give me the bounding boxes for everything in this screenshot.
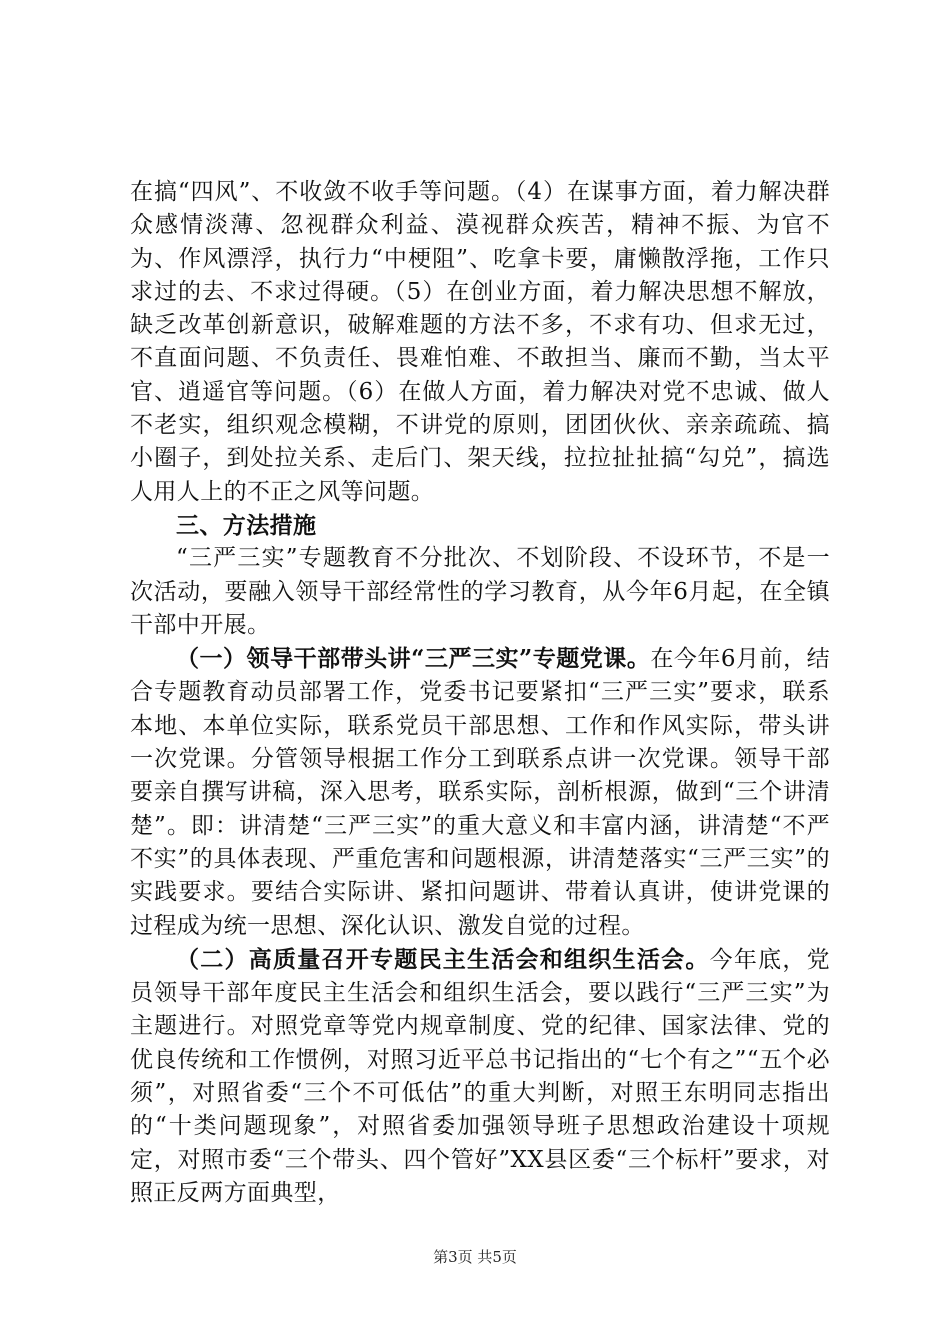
page-footer: 第3页 共5页 [433,1248,517,1266]
subheading-party-lecture: （一）领导干部带头讲“三严三实”专题党课。 [176,645,651,673]
paragraph-life-meeting [130,943,830,1210]
subheading-life-meeting: （二）高质量召开专题民主生活会和组织生活会。 [176,945,710,973]
section-heading-methods: 三、方法措施 [176,511,317,539]
paragraph-party-lecture-text: 在今年6月前，结合专题教育动员部署工作，党委书记要紧扣“三严三实”要求，联系本地、本单位实际，联系党员干部思想、工作和作风实际，带头讲一次党课。分管领导根据工作分工到联系点讲一次党课。领导干部要亲自撰写讲稿，深入思考，联系实际，剖析根源，做到“三个讲清楚”。即：讲清楚“三严三实”的重大意义和丰富内涵，讲清楚“不严不实”的具体表现、严重危害和问题根源，讲清楚落实“三严三实”的实践要求。要结合实际讲、紧扣问题讲、带着认真讲，使讲党课的过程成为统一思想、深化认识、激发自觉的过程。 [130,646,831,939]
paragraph-life-meeting-text: 今年底，党员领导干部年度民主生活会和组织生活会，要以践行“三严三实”为主题进行。对照党章等党内规章制度、党的纪律、国家法律、党的优良传统和工作惯例，对照习近平总书记指出的“七个有之”“五个必须”，对照省委“三个不可低估”的重大判断，对照王东明同志指出的“十类问题现象”，对照省委加强领导班子思想政治建设十项规定，对照市委“三个带头、四个管好”XX县区委“三个标杆”要求，对照正反两方面典型， [130,946,830,1206]
paragraph-party-lecture [130,642,830,943]
paragraph-problems: 在搞“四风”、不收敛不收手等问题。（4）在谋事方面，着力解决群众感情淡薄、忽视群众利益、漠视群众疾苦，精神不振、为官不为、作风漂浮，执行力“中梗阻”、吃拿卡要，庸懒散浮拖，工作只求过的去、不求过得硬。（5）在创业方面，着力解决思想不解放，缺乏改革创新意识，破解难题的方法不多，不求有功、但求无过，不直面问题、不负责任、畏难怕难、不敢担当、廉而不勤，当太平官、逍遥官等问题。（6）在做人方面，着力解决对党不忠诚、做人不老实，组织观念模糊，不讲党的原则，团团伙伙、亲亲疏疏、搞小圈子，到处拉关系、走后门、架天线，拉拉扯扯搞“勾兑”，搞选人用人上的不正之风等问题。 [130,179,830,505]
paragraph-intro: “三严三实”专题教育不分批次、不划阶段、不设环节，不是一次活动，要融入领导干部经常性的学习教育，从今年6月起，在全镇干部中开展。 [130,545,830,638]
document-body [130,176,830,1210]
